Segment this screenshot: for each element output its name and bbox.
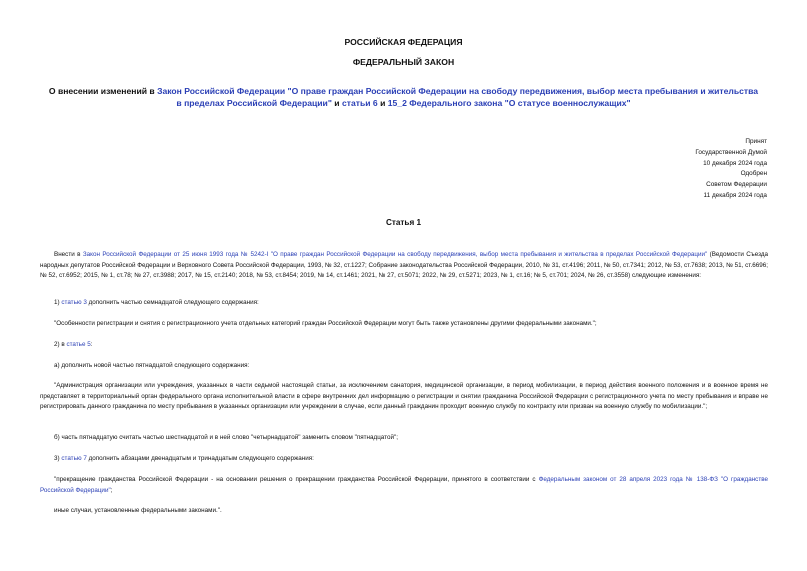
item-3-text: дополнить абзацами двенадцатым и тринадцатым следующего содержания: [86,455,314,462]
title-prefix: О внесении изменений в [48,86,158,96]
approved-label: Одобрен [740,170,767,178]
title-mid-2: и [377,98,388,108]
item-2-number: 2) в [54,341,67,348]
item-1-quote: "Особенности регистрации и снятия с регистрационного учета отдельных категорий граждан Российской Федерации могут быть также установлены другими федеральными законами."; [54,320,597,327]
intro-post: (Ведомости Съезда народных депутатов Российской Федерации и Верховного Совета Российской Федерации, 1993, № 32, ст.1227; Собрание законодательства Российской Федерации, 2010, № 31, ст.4196; 2011, № 50, ст.7341; 2012, № 53, ст.7638; 2013, № 51, ст.6696; № 52, ст.6952; 2015, № 1, ст.78; № 27, ст.3988; 2017, № 15, ст.2140; 2018, № 53, ст.8454; 2019, № 14, ст.1461; 2021, № 27, ст.5071; 2022, № 29, ст.5271; 2023, № 1, ст.16; № 5, ст.701; 2024, № 26, ст.3558) следующие изменения: [40,251,768,280]
item-3-quote-post: ; [110,486,113,494]
item-2b: б) часть пятнадцатую считать частью шестнадцатой и в ней слово "четырнадцатой" заменить словом "пятнадцатой"; [54,434,398,441]
law-title [48,85,759,109]
law-type-heading: ФЕДЕРАЛЬНЫЙ ЗАКОН [352,57,455,67]
item-3-number: 3) [54,455,62,462]
approved-by: Советом Федерации [706,181,767,189]
intro-pre: Внести в [54,251,83,258]
article-heading: Статья 1 [385,218,422,227]
adopted-date: 10 декабря 2024 года [703,159,767,167]
intro-link-law[interactable]: Закон Российской Федерации от 25 июня 1993 года № 5242-I "О праве граждан Российской Федерации на свободу передвижения, выбор места пребывания и жительства в пределах Российской Федерации" [82,251,708,258]
item-1-text: дополнить частью семнадцатой следующего содержания: [86,299,259,306]
item-2a-quote: "Администрация организации или учреждения, указанных в части седьмой настоящей статьи, за исключением санатория, медицинской организации, в период мобилизации, в период действия военного положения и в военное время не представляет в территориальный орган федерального органа исполнительной власти в сфере внутренних дел информацию о регистрации и снятии гражданина Российской Федерации с регистрационного учета по месту пребывания и вправе не регистрировать данного гражданина по месту пребывания в указанных организации или учреждении в случае, если данный гражданин проходит военную службу по контракту или призван на военную службу по мобилизации."; [40,382,768,411]
title-link-article-6[interactable]: статьи 6 [341,98,378,108]
adopted-by: Государственной Думой [695,148,767,156]
title-link-law-1993[interactable]: Закон Российской Федерации "О праве граждан Российской Федерации на свободу передвижения, выбор места пребывания и жительства в пределах Российской Федерации" [157,86,759,108]
item-1 [40,298,768,309]
item-3 [40,454,768,465]
approved-date: 11 декабря 2024 года [703,191,767,199]
title-mid-1: и [331,98,342,108]
item-3-link[interactable]: статью 7 [61,455,87,462]
article-intro [40,250,768,282]
adoption-block [695,137,767,202]
item-2a: а) дополнить новой частью пятнадцатой следующего содержания: [54,362,250,369]
country-heading: РОССИЙСКАЯ ФЕДЕРАЦИЯ [344,37,463,47]
item-2 [40,340,768,351]
item-1-link[interactable]: статью 3 [61,299,87,306]
item-2-link[interactable]: статье 5 [66,341,91,348]
item-3-last: иные случаи, установленные федеральными законами.". [54,507,222,514]
adopted-label: Принят [745,138,767,145]
item-3-quote-link[interactable]: Федеральным законом от 28 апреля 2023 года № 138-ФЗ "О гражданстве Российской Федерации" [40,476,768,494]
item-3-quote-pre: "прекращение гражданства Российской Федерации - на основании решения о прекращении гражданства Российской Федерации, принятого в соответствии с [54,476,539,483]
item-3-quote [40,475,768,496]
title-link-article-15-2[interactable]: 15_2 Федерального закона "О статусе военнослужащих" [387,98,631,108]
item-2-text: : [90,341,93,348]
item-1-number: 1) [54,299,62,306]
